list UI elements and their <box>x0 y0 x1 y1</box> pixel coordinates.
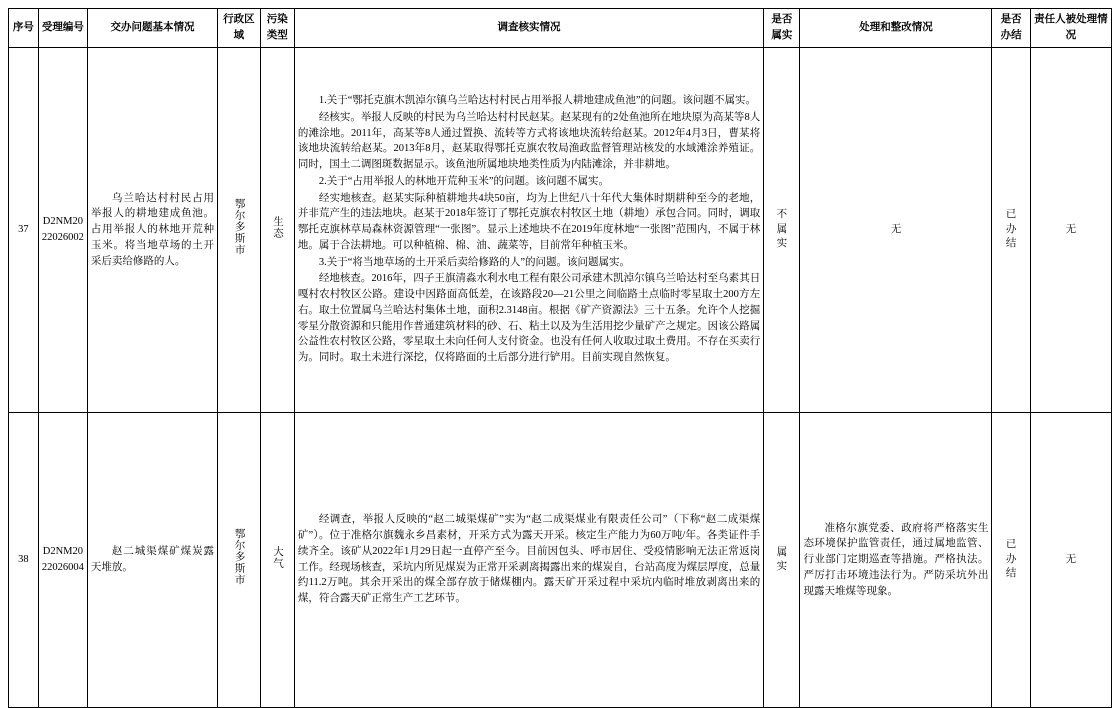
column-header-is-true: 是否属实 <box>764 9 800 48</box>
cell-region <box>218 48 261 413</box>
column-header-seq: 序号 <box>9 9 39 48</box>
basic-situation-text: 赵二城渠煤矿煤炭露天堆放。 <box>90 546 215 573</box>
cell-basic-situation <box>87 48 217 413</box>
cell-accept-id: D2NM2022026002 <box>38 48 87 413</box>
survey-paragraph: 2.关于“占用举报人的林地开荒种玉米”的问题。该问题不属实。 <box>318 175 610 187</box>
cell-is-true <box>764 48 800 413</box>
column-header-pollution-type: 污染类型 <box>260 9 294 48</box>
table-header <box>9 9 1112 48</box>
report-sheet <box>8 8 1112 708</box>
region-text: 鄂尔多斯市 <box>233 198 245 256</box>
survey-paragraph: 3.关于“将当地草场的土开采后卖给修路的人”的问题。该问题属实。 <box>318 256 631 268</box>
table-body <box>9 48 1112 708</box>
column-header-handling: 处理和整改情况 <box>800 9 992 48</box>
survey-paragraph: 经地核查。2016年，四子王旗清淼水利水电工程有限公司承建木凯淖尔镇乌兰哈达村至乌素其日嘎村农村牧区公路。建设中因路面高低差，在该路段20—21公里之间临路土点临时零星取土200方左右。取土位置属乌兰哈达村集体土地，面积2.3148亩。根据《矿产资源法》三十五条。允许个人挖掘零星分散资源和只能用作普通建筑材料的砂、石、粘土以及为生活用挖少量矿产之规定。因该公路属公益性农村牧区公路，零星取土未向任何人支付资金。也没有任何人收取过取土费用。不存在买卖行为。同时。取土未进行深挖，仅将路面的土后部分进行铲用。目前实现自然恢复。 <box>297 273 761 364</box>
column-header-survey: 调查核实情况 <box>294 9 763 48</box>
cell-handling <box>800 413 992 708</box>
column-header-is-done: 是否办结 <box>992 9 1030 48</box>
table-row <box>9 48 1112 413</box>
column-header-responsible: 责任人被处理情况 <box>1030 9 1111 48</box>
table-row <box>9 413 1112 708</box>
is-true-text: 不属实 <box>776 209 788 249</box>
cell-seq: 38 <box>9 413 39 708</box>
column-header-region: 行政区域 <box>218 9 261 48</box>
region-text: 鄂尔多斯市 <box>233 528 245 586</box>
is-done-text: 已办结 <box>1005 539 1017 579</box>
handling-text: 准格尔旗党委、政府将严格落实生态环境保护监管责任，通过属地监管、行业部门定期巡查等措施。严格执法。严厉打击环境违法行为。严防采坑外出现露天堆煤等现象。 <box>803 522 989 597</box>
cell-is-done <box>992 413 1030 708</box>
cell-responsible: 无 <box>1030 413 1111 708</box>
pollution-type-text: 生态 <box>272 215 284 239</box>
survey-paragraph: 经核实。举报人反映的村民为乌兰哈达村村民赵某。赵某现有的2处鱼池所在地块原为高某等8人的滩涂地。2011年，高某等8人通过置换、流转等方式将该地块流转给赵某。2012年4月3日，曹某将该地块流转给赵某。2013年8月，赵某取得鄂托克旗农牧局渔政监督管理站核发的水域滩涂养殖证。同时，国土二调图斑数据显示。该鱼池所属地块地类性质为内陆滩涂，并非耕地。 <box>297 111 761 171</box>
basic-situation-text: 乌兰哈达村村民占用举报人的耕地建成鱼池。占用举报人的林地开荒种玉米。将当地草场的土开采后卖给修路的人。 <box>90 192 215 267</box>
cell-is-done <box>992 48 1030 413</box>
cell-seq: 37 <box>9 48 39 413</box>
is-done-text: 已办结 <box>1005 209 1017 249</box>
table-header-row <box>9 9 1112 48</box>
cell-pollution-type <box>260 413 294 708</box>
survey-paragraph: 1.关于“鄂托克旗木凯淖尔镇乌兰哈达村村民占用举报人耕地建成鱼池”的问题。该问题不属实。 <box>318 95 757 107</box>
cell-is-true <box>764 413 800 708</box>
cell-handling: 无 <box>800 48 992 413</box>
pollution-type-text: 大气 <box>272 545 284 569</box>
cell-accept-id: D2NM2022026004 <box>38 413 87 708</box>
cell-region <box>218 413 261 708</box>
cell-survey <box>294 48 763 413</box>
cell-responsible: 无 <box>1030 48 1111 413</box>
column-header-basic-situation: 交办问题基本情况 <box>87 9 217 48</box>
cell-basic-situation <box>87 413 217 708</box>
survey-paragraph: 经调查，举报人反映的“赵二城渠煤矿”实为“赵二成渠煤业有限责任公司”（下称“赵二成渠煤矿”）。位于准格尔旗魏永乡昌素材，开采方式为露天开采。核定生产能力为60万吨/年。各类证件手续齐全。该矿从2022年1月29日起一直停产至今。目前因包头、呼市居住、受疫情影响无法正常返岗工作。经现场核查，采坑内所见煤炭为正常开采剥离揭露出来的煤炭自，台站高度为煤层厚度，总量约11.2万吨。其余开采出的煤全部存放于储煤棚内。露天矿开采过程中采坑内临时堆放剥离出来的煤，符合露天矿正常生产工艺环节。 <box>297 514 761 604</box>
column-header-accept-id: 受理编号 <box>38 9 87 48</box>
survey-paragraph: 经实地核查。赵某实际种植耕地共4块50亩，均为上世纪八十年代大集体时期耕种至今的老地，并非荒产生的违法地块。赵某于2018年签订了鄂托克旗农村牧区土地（耕地）承包合同。同时，调取鄂托克旗林草局森林资源管理“一张图”。显示上述地块不在2019年度林地“一张图”范围内，不属于林地。属于合法耕地。可以种植棉、棉、油、蔬菜等，目前常年种植玉米。 <box>297 192 761 251</box>
cell-pollution-type <box>260 48 294 413</box>
inspection-report-table <box>8 8 1112 708</box>
cell-survey <box>294 413 763 708</box>
is-true-text: 属实 <box>776 546 788 572</box>
